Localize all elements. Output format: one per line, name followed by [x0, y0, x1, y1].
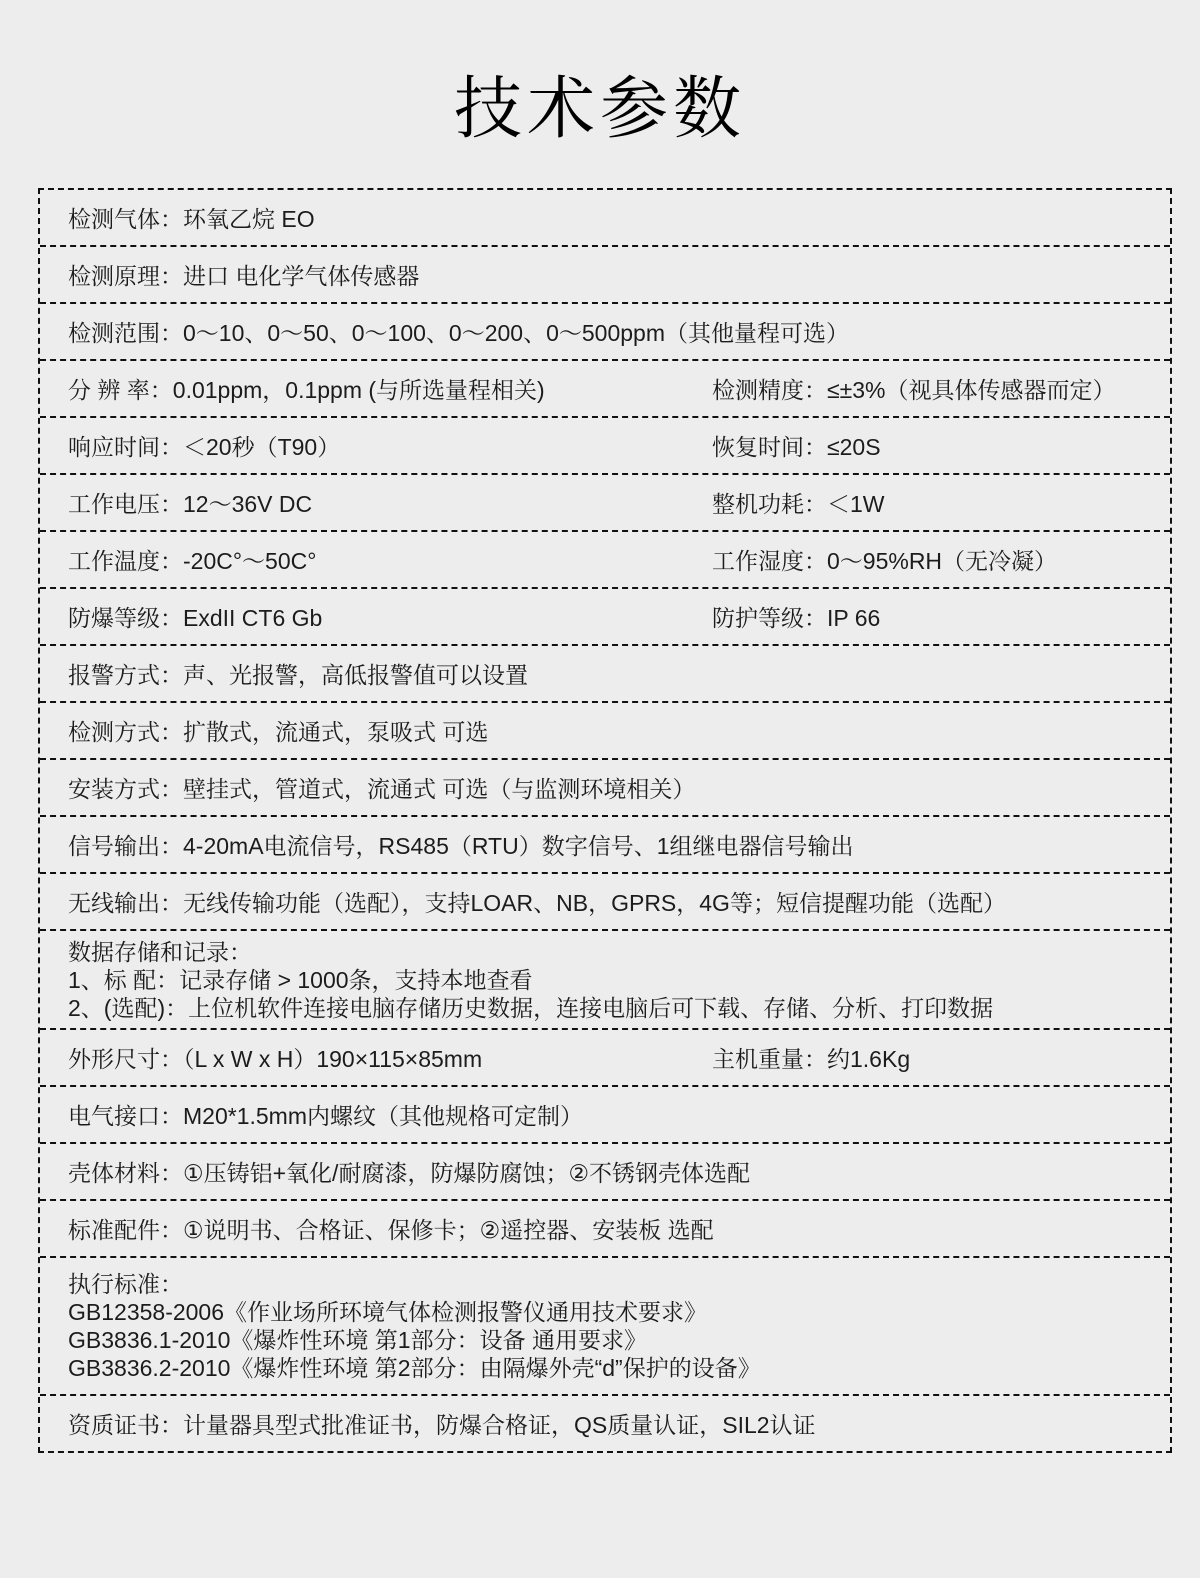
spec-text: 检测方式：扩散式，流通式，泵吸式 可选 [68, 719, 489, 745]
spec-text-right: 防护等级：IP 66 [712, 605, 881, 631]
spec-row-executive-standards [40, 1256, 1170, 1394]
spec-row-installation-mode [40, 758, 1170, 815]
spec-text: 检测原理：进口 电化学气体传感器 [68, 263, 420, 289]
spec-row-response-recovery [40, 416, 1170, 473]
spec-text: 资质证书：计量器具型式批准证书，防爆合格证，QS质量认证，SIL2认证 [68, 1412, 816, 1438]
spec-text: 安装方式：壁挂式，管道式，流通式 可选（与监测环境相关） [68, 776, 696, 802]
spec-line: GB12358-2006《作业场所环境气体检测报警仪通用技术要求》 [68, 1299, 708, 1325]
spec-row-explosion-ip-rating [40, 587, 1170, 644]
spec-row-housing-material [40, 1142, 1170, 1199]
spec-line: 执行标准： [68, 1271, 183, 1297]
spec-row-data-storage [40, 929, 1170, 1028]
spec-row-alarm-mode [40, 644, 1170, 701]
spec-text-right: 恢复时间：≤20S [712, 434, 881, 460]
spec-row-wireless-output [40, 872, 1170, 929]
page-title: 技术参数 [453, 71, 746, 147]
spec-text: 检测范围：0～10、0～50、0～100、0～200、0～500ppm（其他量程可选） [68, 320, 849, 346]
spec-row-certificates [40, 1394, 1170, 1451]
spec-text-left: 外形尺寸：（L x W x H）190×115×85mm [68, 1046, 483, 1072]
spec-row-detection-principle [40, 245, 1170, 302]
spec-text-left: 工作电压：12～36V DC [68, 491, 313, 517]
spec-text: 电气接口：M20*1.5mm内螺纹（其他规格可定制） [68, 1103, 583, 1129]
spec-line: GB3836.1-2010《爆炸性环境 第1部分：设备 通用要求》 [68, 1327, 647, 1353]
spec-row-detection-gas [40, 190, 1170, 245]
spec-row-dimensions-weight [40, 1028, 1170, 1085]
spec-row-resolution-accuracy [40, 359, 1170, 416]
spec-row-detection-mode [40, 701, 1170, 758]
spec-text: 报警方式：声、光报警，高低报警值可以设置 [68, 662, 528, 688]
spec-text-left: 防爆等级：ExdII CT6 Gb [68, 605, 323, 631]
spec-text-right: 检测精度：≤±3%（视具体传感器而定） [712, 377, 1116, 403]
spec-text-left: 分 辨 率：0.01ppm，0.1ppm (与所选量程相关) [68, 377, 545, 403]
spec-row-temperature-humidity [40, 530, 1170, 587]
spec-text: 壳体材料：①压铸铝+氧化/耐腐漆，防爆防腐蚀；②不锈钢壳体选配 [68, 1160, 751, 1186]
spec-text-right: 整机功耗：＜1W [712, 491, 885, 517]
spec-text: 检测气体：环氧乙烷 EO [68, 206, 315, 232]
spec-text: 信号输出：4-20mA电流信号，RS485（RTU）数字信号、1组继电器信号输出 [68, 833, 854, 859]
spec-line: 2、(选配)：上位机软件连接电脑存储历史数据，连接电脑后可下载、存储、分析、打印数据 [68, 995, 994, 1021]
spec-row-voltage-power [40, 473, 1170, 530]
spec-row-standard-accessories [40, 1199, 1170, 1256]
spec-row-electrical-interface [40, 1085, 1170, 1142]
spec-text-left: 响应时间：＜20秒（T90） [68, 434, 341, 460]
spec-row-detection-range [40, 302, 1170, 359]
spec-text: 无线输出：无线传输功能（选配），支持LOAR、NB，GPRS，4G等；短信提醒功能（选配） [68, 890, 1006, 916]
spec-text-right: 主机重量：约1.6Kg [712, 1046, 911, 1072]
spec-text-left: 工作温度：-20C°～50C° [68, 548, 317, 574]
spec-text-right: 工作湿度：0～95%RH（无冷凝） [712, 548, 1058, 574]
spec-text: 标准配件：①说明书、合格证、保修卡；②遥控器、安装板 选配 [68, 1217, 714, 1243]
spec-line: 1、标 配：记录存储 > 1000条，支持本地查看 [68, 967, 533, 993]
spec-row-signal-output [40, 815, 1170, 872]
spec-table [38, 188, 1172, 1453]
spec-line: 数据存储和记录： [68, 939, 252, 965]
spec-line: GB3836.2-2010《爆炸性环境 第2部分：由隔爆外壳“d”保护的设备》 [68, 1355, 761, 1381]
